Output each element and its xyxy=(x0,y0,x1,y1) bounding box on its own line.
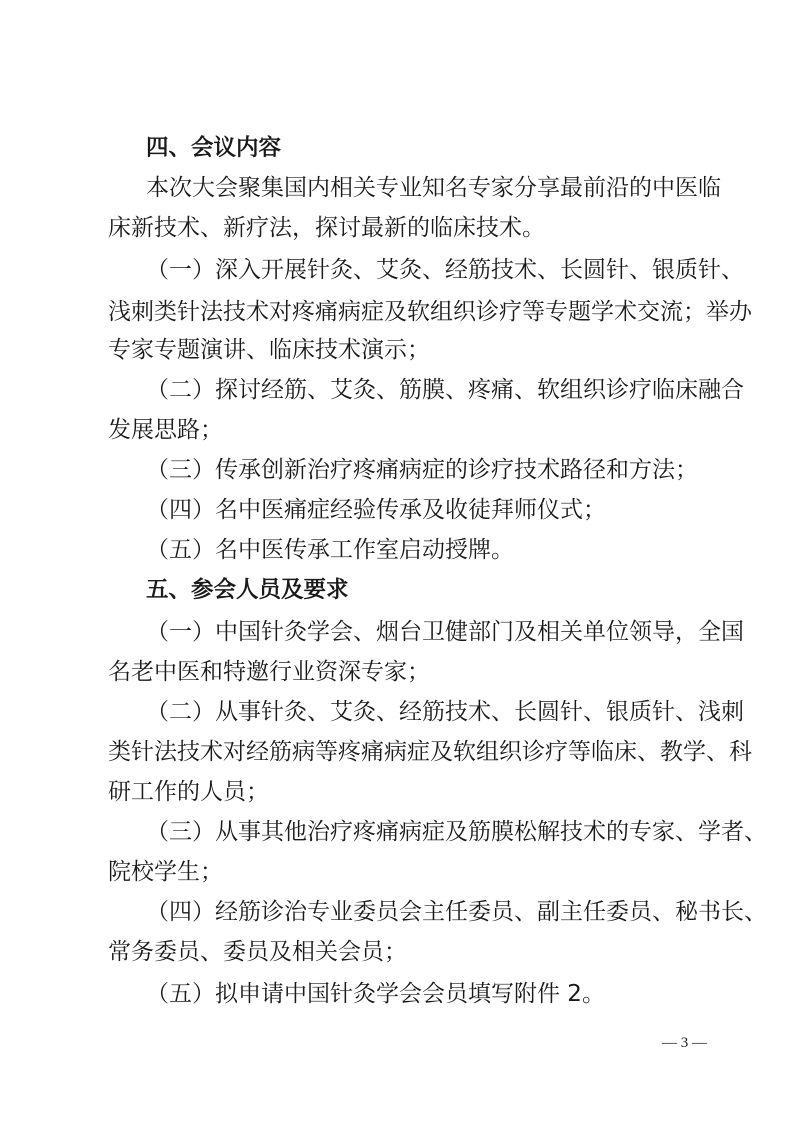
section-5-item-4-line-2: 常务委员、委员及相关会员； xyxy=(108,939,407,965)
section-5-item-1-line-2: 名老中医和特邀行业资深专家； xyxy=(108,659,430,685)
page-number: — 3 — xyxy=(662,1035,707,1051)
section-4-intro-line-1: 本次大会聚集国内相关专业知名专家分享最前沿的中医临 xyxy=(146,175,721,201)
section-4-item-5: （五）名中医传承工作室启动授牌。 xyxy=(146,537,514,563)
section-4-intro-line-2: 床新技术、新疗法，探讨最新的临床技术。 xyxy=(108,215,545,241)
section-4-item-1-line-2: 浅刺类针法技术对疼痛病症及软组织诊疗等专题学术交流；举办 xyxy=(108,299,752,325)
section-4-item-1-line-3: 专家专题演讲、临床技术演示； xyxy=(108,337,430,363)
section-5-item-1-line-1: （一）中国针灸学会、烟台卫健部门及相关单位领导，全国 xyxy=(146,619,744,645)
section-4-item-2-line-1: （二）探讨经筋、艾灸、筋膜、疼痛、软组织诊疗临床融合 xyxy=(146,377,744,403)
section-5-heading: 五、参会人员及要求 xyxy=(146,577,349,603)
section-4-heading: 四、会议内容 xyxy=(146,135,282,161)
section-4-item-3: （三）传承创新治疗疼痛病症的诊疗技术路径和方法； xyxy=(146,457,698,483)
section-5-item-3-line-1: （三）从事其他治疗疼痛病症及筋膜松解技术的专家、学者、 xyxy=(146,819,767,845)
section-5-item-3-line-2: 院校学生； xyxy=(108,859,223,885)
section-5-item-4-line-1: （四）经筋诊治专业委员会主任委员、副主任委员、秘书长、 xyxy=(146,899,767,925)
section-4-item-4: （四）名中医痛症经验传承及收徒拜师仪式； xyxy=(146,497,606,523)
section-5-item-2-line-2: 类针法技术对经筋病等疼痛病症及软组织诊疗等临床、教学、科 xyxy=(108,739,752,765)
section-5-item-5: （五）拟申请中国针灸学会会员填写附件 2。 xyxy=(146,981,605,1007)
section-4-item-1-line-1: （一）深入开展针灸、艾灸、经筋技术、长圆针、银质针、 xyxy=(146,257,744,283)
section-4-item-2-line-2: 发展思路； xyxy=(108,417,223,443)
section-5-item-2-line-1: （二）从事针灸、艾灸、经筋技术、长圆针、银质针、浅刺 xyxy=(146,699,744,725)
section-5-item-2-line-3: 研工作的人员； xyxy=(108,779,269,805)
